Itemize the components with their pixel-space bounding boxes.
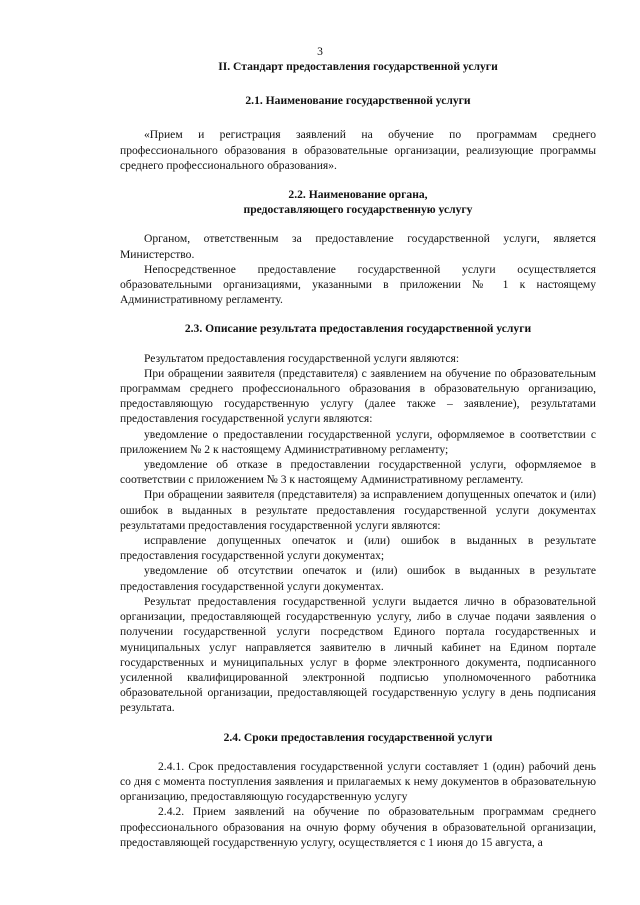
paragraph-2-2-1: Органом, ответственным за предоставление государственной услуги, является Министерство. <box>120 232 596 261</box>
heading-2-2-line1: 2.2. Наименование органа, <box>288 188 428 202</box>
heading-2-2-line2: предоставляющего государственную услугу <box>243 203 473 217</box>
paragraph-2-4-1: 2.4.1. Срок предоставления государственной услуги составляет 1 (один) рабочий день со дня с момента поступления заявления и прилагаемых к нему документов в образовательную организацию, предоставляющую государственную услугу <box>120 759 596 804</box>
paragraph-2-1: «Прием и регистрация заявлений на обучение по программам среднего профессионального образования в образовательные организации, реализующие программы среднего профессионального образования». <box>120 128 596 172</box>
paragraph-2-3-8: Результат предоставления государственной услуги выдается лично в образовательной организации, предоставляющей государственную услугу, либо в случае подачи заявления о получении государственной услуги посредством Единого портала государственных и муниципальных услуг направляется заявителю в личный кабинет на Едином портале государственных и муниципальных услуг в форме электронного документа, подписанного усиленной квалифицированной электронной подписью уполномоченного работника образовательной организации, предоставляющей государственную услугу в день подписания результата. <box>120 594 596 715</box>
heading-2-3: 2.3. Описание результата предоставления государственной услуги <box>184 322 532 336</box>
document-body <box>120 59 596 850</box>
paragraph-2-3-4: уведомление об отказе в предоставлении государственной услуги, оформляемое в соответствии с приложением № 3 к настоящему Административному регламенту. <box>120 458 596 487</box>
paragraph-2-3-7: уведомление об отсутствии опечаток и (или) ошибок в выданных в результате предоставления государственной услуги документах. <box>120 564 596 593</box>
paragraph-2-2-2: Непосредственное предоставление государственной услуги осуществляется образовательными организациями, указанными в приложении № 1 к настоящему Административному регламенту. <box>120 262 596 307</box>
paragraph-2-3-2: При обращении заявителя (представителя) с заявлением на обучение по образовательным программам среднего профессионального образования в образовательную организацию, предоставляющую государственную услугу (далее также – заявление), результатами предоставления государственной услуги являются: <box>120 366 596 426</box>
paragraph-2-3-3: уведомление о предоставлении государственной услуги, оформляемое в соответствии с приложением № 2 к настоящему Административному регламенту; <box>120 427 596 456</box>
paragraph-2-3-6: исправление допущенных опечаток и (или) ошибок в выданных в результате предоставления государственной услуги документах; <box>120 534 596 563</box>
heading-2-1: 2.1. Наименование государственной услуги <box>245 94 471 108</box>
page-number: 3 <box>317 45 323 58</box>
heading-2-4: 2.4. Сроки предоставления государственной услуги <box>223 730 493 744</box>
paragraph-2-3-5: При обращении заявителя (представителя) за исправлением допущенных опечаток и (или) ошибок в выданных в результате предоставления государственной услуги документах результатами предоставления государственной услуги являются: <box>120 488 596 532</box>
paragraph-2-4-2: 2.4.2. Прием заявлений на обучение по образовательным программам среднего профессионального образования на очную форму обучения в образовательной организации, предоставляющей государственную услугу, осуществляется с 1 июня до 15 августа, а <box>120 805 596 849</box>
section-title: II. Стандарт предоставления государственной услуги <box>218 60 498 73</box>
paragraph-2-3-1: Результатом предоставления государственной услуги являются: <box>144 351 460 365</box>
